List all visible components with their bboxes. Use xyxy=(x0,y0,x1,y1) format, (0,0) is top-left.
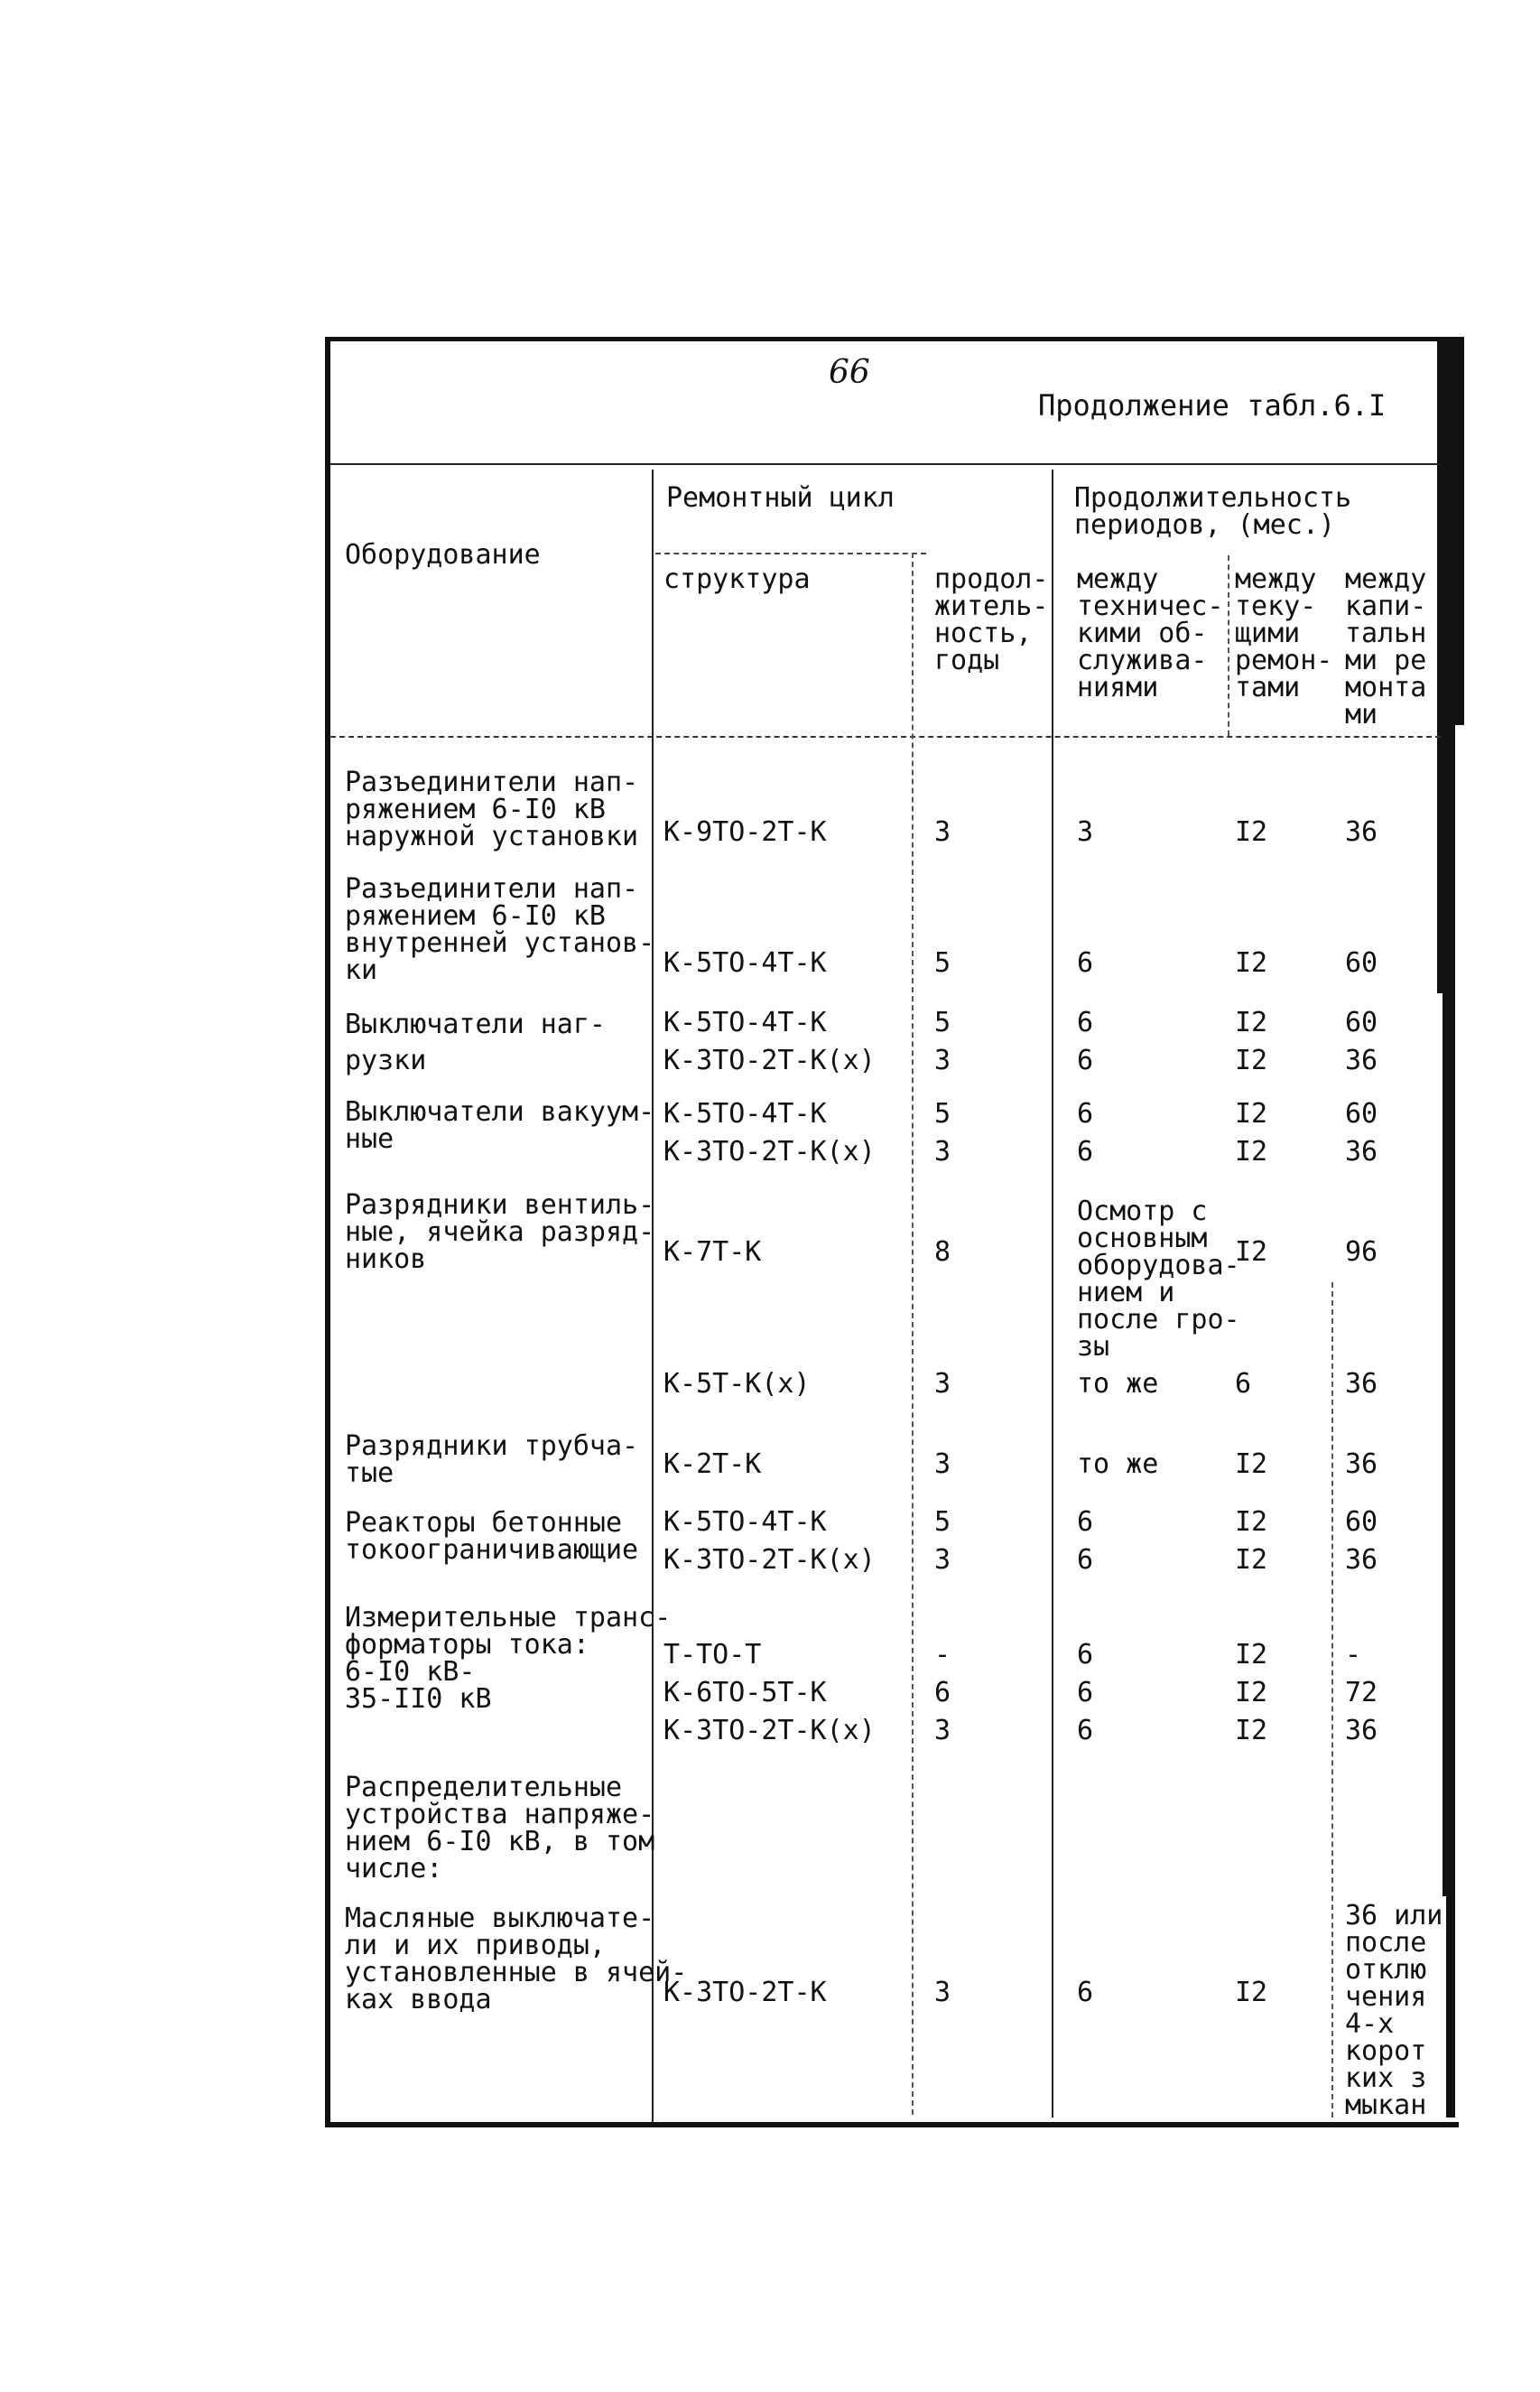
page-number: 66 xyxy=(829,354,870,391)
right-edge-bar xyxy=(1437,337,1464,725)
row-equipment: Реакторы бетонные токоограничивающие xyxy=(345,1507,639,1566)
row-current: I2 xyxy=(1235,1448,1268,1480)
header-periods: Продолжительность периодов, (мес.) xyxy=(1074,482,1352,541)
row-maintenance: 6 6 xyxy=(1077,1007,1094,1076)
row-structure: К-5ТО-4Т-К xyxy=(663,947,827,979)
row-duration: 8 xyxy=(934,1236,951,1268)
row-equipment: Выключатели наг- рузки xyxy=(345,1009,606,1076)
row-structure: К-5ТО-4Т-К К-3ТО-2Т-К(х) xyxy=(663,1007,876,1076)
row-capital: 60 36 xyxy=(1345,1506,1378,1576)
row-maintenance: 3 xyxy=(1077,816,1094,848)
row-equipment: Измерительные транс- форматоры тока: 6-I0 кВ- 35-II0 кВ xyxy=(345,1602,672,1715)
row-current: I2 I2 xyxy=(1235,1007,1268,1076)
header-bottom-line xyxy=(330,736,1441,738)
row-maintenance: 6 xyxy=(1077,947,1094,979)
row-current: I2 xyxy=(1235,816,1268,848)
row-capital: 60 36 xyxy=(1345,1007,1378,1076)
row-capital: 36 xyxy=(1345,816,1378,848)
row-duration: 3 xyxy=(934,1368,951,1400)
row-equipment: Разъединители нап- ряжением 6-I0 кВ наружной установки xyxy=(345,767,639,852)
row-current: I2 xyxy=(1235,1977,1268,2008)
row-current: I2 xyxy=(1235,947,1268,979)
continuation-label: Продолжение табл.6.I xyxy=(1038,388,1387,423)
right-edge-bar xyxy=(1446,1896,1455,2117)
row-equipment: Распределительные устройства напряже- нием 6-I0 кВ, в том числе: xyxy=(345,1772,655,1885)
row-structure: К-2Т-К xyxy=(663,1448,762,1480)
row-structure: К-5ТО-4Т-К К-3ТО-2Т-К(х) xyxy=(663,1506,876,1576)
row-capital: 96 xyxy=(1345,1236,1378,1268)
row-maintenance: то же xyxy=(1077,1368,1159,1400)
header-equipment: Оборудование xyxy=(345,539,541,571)
row-capital: 60 xyxy=(1345,947,1378,979)
row-current: I2 I2 I2 xyxy=(1235,1639,1268,1746)
row-structure: К-5Т-К(х) xyxy=(663,1368,811,1400)
header-between-capital: между капи- тальн ми ре монта ми xyxy=(1345,563,1427,731)
header-duration: продол- житель- ность, годы xyxy=(934,563,1049,676)
row-maintenance: Осмотр с основным оборудова- нием и после гро- зы xyxy=(1077,1196,1240,1363)
header-between-maintenance: между техничес- кими об- служива- ниями xyxy=(1077,563,1224,703)
row-maintenance: 6 6 xyxy=(1077,1098,1094,1168)
row-duration: 5 3 xyxy=(934,1506,951,1576)
column-divider xyxy=(1052,470,1053,2117)
row-duration: 3 xyxy=(934,816,951,848)
row-equipment: Выключатели вакуум- ные xyxy=(345,1096,655,1155)
row-maintenance: 6 6 xyxy=(1077,1506,1094,1576)
column-divider xyxy=(912,553,914,2115)
header-sub-line xyxy=(655,553,926,554)
row-capital: 36 xyxy=(1345,1368,1378,1400)
row-equipment: Разрядники вентиль- ные, ячейка разряд- ников xyxy=(345,1189,655,1275)
row-maintenance: 6 xyxy=(1077,1977,1094,2008)
header-top-line xyxy=(330,463,1441,465)
row-structure: К-3ТО-2Т-К xyxy=(663,1977,827,2008)
row-capital: 36 или после отклю чения 4-х корот ких з мыкан xyxy=(1345,1900,1443,2121)
row-duration: 5 3 xyxy=(934,1007,951,1076)
row-duration: 3 xyxy=(934,1448,951,1480)
row-current: 6 xyxy=(1235,1368,1252,1400)
row-duration: 5 xyxy=(934,947,951,979)
header-repair-cycle: Ремонтный цикл xyxy=(666,482,895,514)
row-capital: 36 xyxy=(1345,1448,1378,1480)
row-structure: Т-ТО-Т К-6ТО-5Т-К К-3ТО-2Т-К(х) xyxy=(663,1639,876,1746)
column-divider xyxy=(1228,555,1229,736)
row-capital: 60 36 xyxy=(1345,1098,1378,1168)
row-current: I2 I2 xyxy=(1235,1506,1268,1576)
row-duration: - 6 3 xyxy=(934,1639,951,1746)
row-equipment: Разъединители нап- ряжением 6-I0 кВ внутренней установ- ки xyxy=(345,873,655,986)
right-edge-bar xyxy=(1443,993,1455,1896)
row-duration: 3 xyxy=(934,1977,951,2008)
row-structure: К-9ТО-2Т-К xyxy=(663,816,827,848)
row-structure: К-7Т-К xyxy=(663,1236,762,1268)
row-structure: К-5ТО-4Т-К К-3ТО-2Т-К(х) xyxy=(663,1098,876,1168)
header-between-current: между теку- щими ремон- тами xyxy=(1235,563,1333,703)
row-maintenance: 6 6 6 xyxy=(1077,1639,1094,1746)
row-current: I2 xyxy=(1235,1236,1268,1268)
column-divider xyxy=(1331,1282,1333,2117)
row-maintenance: то же xyxy=(1077,1448,1159,1480)
row-capital: - 72 36 xyxy=(1345,1639,1378,1746)
row-current: I2 I2 xyxy=(1235,1098,1268,1168)
row-duration: 5 3 xyxy=(934,1098,951,1168)
right-edge-bar xyxy=(1437,722,1455,993)
row-equipment: Масляные выключате- ли и их приводы, установленные в ячей- ках ввода xyxy=(345,1903,688,2015)
row-equipment: Разрядники трубча- тые xyxy=(345,1430,639,1489)
header-structure: структура xyxy=(663,563,811,595)
